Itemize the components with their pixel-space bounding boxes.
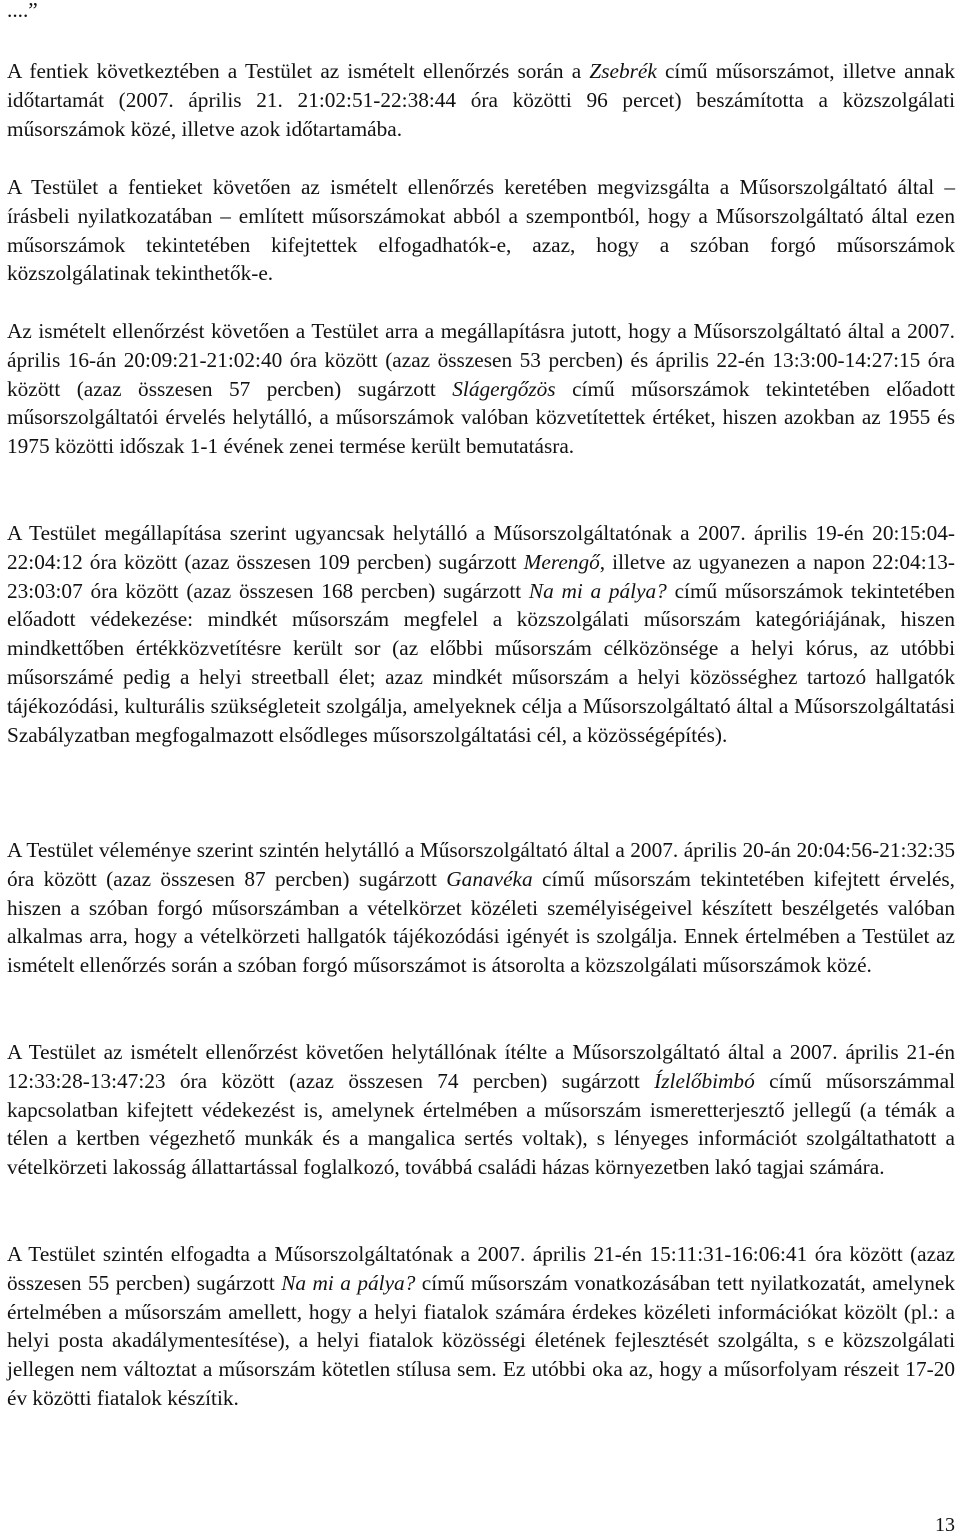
paragraph-text: című műsorszámok tekintetében előadott védekezése: mindkét műsorszám megfelel a közszolgálati műsorszám kategóriájának, hiszen mindkettőben értékközvetítésre került sor (az előbbi műsorszám célközönsége a helyi kórus, az utóbbi műsorszámé pedig a helyi streetball élet; azaz mindkét műsorszám a helyi közösséghez tartozó hallgatók tájékozódási, kulturális szükségleteit szolgálja, amelyeknek célja a Műsorszolgáltató által a Műsorszolgáltatási Szabályzatban megfogalmazott elsődleges műsorszolgáltatási cél, a közösségépítés). [7,578,955,747]
program-title: Ganavéka [446,866,533,891]
paragraph-text: A Testület megállapítása szerint ugyancsak helytálló a Műsorszolgáltatónak a 2007. április 19-én 20:15:04-22:04:12 óra között (azaz összesen 109 percben) sugárzott [7,521,955,574]
paragraph-text: A Testület szintén elfogadta a Műsorszolgáltatónak a 2007. április 21-én 15:11:31-16:06:41 óra között (azaz összesen 55 percben) sugárzott [7,1242,955,1295]
page-number: 13 [935,1514,955,1536]
paragraph [7,57,955,143]
paragraph [7,173,955,288]
program-title: Zsebrék [589,59,657,83]
paragraph [7,1038,955,1182]
quote-continuation-mark: ....” [7,0,38,22]
program-title: Ízlelőbimbó [654,1068,755,1093]
paragraph [7,1240,955,1413]
paragraph-text: című műsorszámmal kapcsolatban kifejtett védekezést is, amelynek értelmében a műsorszám ismeretterjesztő jellegű (a témák a télen a kertben végezhető munkák és a mangalica sertés voltak), s lényeges információt szolgáltathatott a vételkörzeti lakosság állattartással foglalkozó, továbbá családi házas környezetben lakó tagjai számára. [7,1068,955,1180]
paragraph-text: A Testület a fentieket követően az ismételt ellenőrzés keretében megvizsgálta a Műsorszolgáltató által – írásbeli nyilatkozatában – említett műsorszámokat abból a szempontból, hogy a Műsorszolgáltató által ezen műsorszámok tekintetében kifejtettek elfogadhatók-e, azaz, hogy a szóban forgó műsorszámok közszolgálatinak tekinthetők-e. [7,175,955,286]
program-title: Na mi a pálya? [528,578,667,603]
paragraph [7,519,955,749]
paragraph-text: , illetve az ugyanezen a napon 22:04:13-23:03:07 óra között (azaz összesen 168 percben) sugárzott [7,549,956,603]
paragraph-text: című műsorszámot, illetve annak időtartamát (2007. április 21. 21:02:51-22:38:44 óra közötti 96 percet) beszámította a közszolgálati műsorszámok közé, illetve azok időtartamába. [7,59,956,141]
paragraph-text: című műsorszám tekintetében kifejtett érvelés, hiszen a szóban forgó műsorszámban a vételkörzet közéleti személyiségeivel készített beszélgetés valóban alkalmas arra, hogy a vételkörzeti hallgatók tájékozódási igényét is szolgálja. Ennek értelmében a Testület az ismételt ellenőrzés során a szóban forgó műsorszámot is átsorolta a közszolgálati műsorszámok közé. [7,866,956,978]
program-title: Na mi a pálya? [281,1270,416,1295]
program-title: Merengő [523,549,600,574]
paragraph-text: című műsorszámok tekintetében előadott műsorszolgáltatói érvelés helytálló, a műsorszámok valóban közvetítettek értéket, hiszen azokban az 1955 és 1975 közötti időszak 1-1 évének zenei termése került bemutatásra. [7,376,955,459]
paragraph-text: című műsorszám vonatkozásában tett nyilatkozatát, amelynek értelmében a műsorszám amellett, hogy a helyi fiatalok számára érdekes közéleti információkat közölt (pl.: a helyi posta akadálymentesítése), a helyi fiatalok közösségi életének fejlesztését szolgálta, s e közszolgálati jellegen nem változtat a műsorszám kötetlen stílusa sem. Ez utóbbi oka az, hogy a műsorfolyam részeit 17-20 év közötti fiatalok készítik. [7,1270,955,1410]
paragraph-text: Az ismételt ellenőrzést követően a Testület arra a megállapításra jutott, hogy a Műsorszolgáltató által a 2007. április 16-án 20:09:21-21:02:40 óra között (azaz összesen 53 percben) és április 22-én 13:3:00-14:27:15 óra között (azaz összesen 57 percben) sugárzott [7,319,955,401]
paragraph [7,317,955,461]
paragraph-text: A fentiek következtében a Testület az ismételt ellenőrzés során a [7,59,590,83]
paragraph [7,836,955,980]
program-title: Slágergőzös [452,376,556,401]
paragraph-text: A Testület véleménye szerint szintén helytálló a Műsorszolgáltató által a 2007. április 20-án 20:04:56-21:32:35 óra között (azaz összesen 87 percben) sugárzott [7,838,955,891]
paragraph-text: A Testület az ismételt ellenőrzést követően helytállónak ítélte a Műsorszolgáltató által a 2007. április 21-én 12:33:28-13:47:23 óra között (azaz összesen 74 percben) sugárzott [7,1040,955,1093]
